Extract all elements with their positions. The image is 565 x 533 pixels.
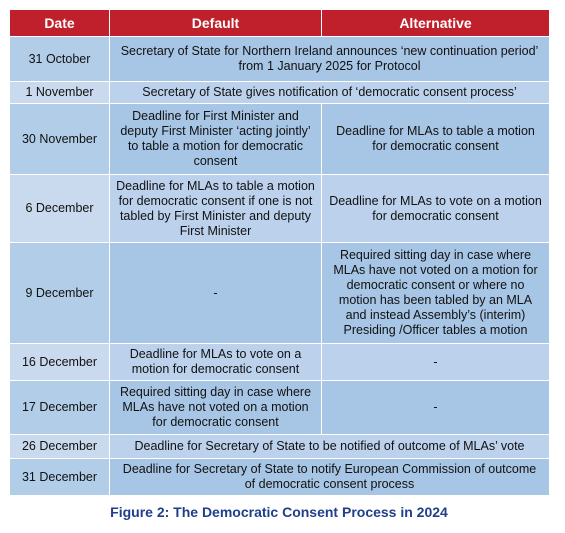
- row-alternative: -: [322, 344, 550, 381]
- row-date: 31 December: [10, 459, 110, 496]
- row-default: Deadline for First Minister and deputy First Minister ‘acting jointly’ to table a motion for democratic consent: [110, 104, 322, 175]
- figure: [9, 9, 549, 520]
- consent-process-table: [9, 9, 550, 496]
- row-date: 31 October: [10, 37, 110, 82]
- header-date: Date: [10, 10, 110, 37]
- header-alternative: Alternative: [322, 10, 550, 37]
- table-row: [10, 344, 550, 381]
- row-date: 1 November: [10, 82, 110, 104]
- table-row: [10, 37, 550, 82]
- row-date: 16 December: [10, 344, 110, 381]
- row-date: 26 December: [10, 435, 110, 459]
- header-row: [10, 10, 550, 37]
- row-alternative: Required sitting day in case where MLAs have not voted on a motion for democratic consent or where no motion has been tabled by an MLA and instead Assembly’s (interim) Presiding /Officer tables a motion: [322, 243, 550, 344]
- row-date: 30 November: [10, 104, 110, 175]
- figure-caption: Figure 2: The Democratic Consent Process in 2024: [110, 504, 448, 520]
- row-merged-cell: Deadline for Secretary of State to be notified of outcome of MLAs’ vote: [110, 435, 550, 459]
- row-alternative: Deadline for MLAs to vote on a motion for democratic consent: [322, 175, 550, 243]
- table-row: [10, 243, 550, 344]
- row-merged-cell: Secretary of State for Northern Ireland announces ‘new continuation period’ from 1 January 2025 for Protocol: [110, 37, 550, 82]
- row-date: 17 December: [10, 381, 110, 435]
- row-default: -: [110, 243, 322, 344]
- row-merged-cell: Secretary of State gives notification of ‘democratic consent process’: [110, 82, 550, 104]
- row-date: 9 December: [10, 243, 110, 344]
- row-alternative: Deadline for MLAs to table a motion for democratic consent: [322, 104, 550, 175]
- header-default: Default: [110, 10, 322, 37]
- table-row: [10, 175, 550, 243]
- row-default: Required sitting day in case where MLAs have not voted on a motion for democratic consent: [110, 381, 322, 435]
- table-row: [10, 82, 550, 104]
- row-merged-cell: Deadline for Secretary of State to notify European Commission of outcome of democratic consent process: [110, 459, 550, 496]
- table-row: [10, 459, 550, 496]
- table-row: [10, 104, 550, 175]
- row-default: Deadline for MLAs to table a motion for democratic consent if one is not tabled by First Minister and deputy First Minister: [110, 175, 322, 243]
- table-row: [10, 381, 550, 435]
- table-row: [10, 435, 550, 459]
- row-date: 6 December: [10, 175, 110, 243]
- row-alternative: -: [322, 381, 550, 435]
- row-default: Deadline for MLAs to vote on a motion for democratic consent: [110, 344, 322, 381]
